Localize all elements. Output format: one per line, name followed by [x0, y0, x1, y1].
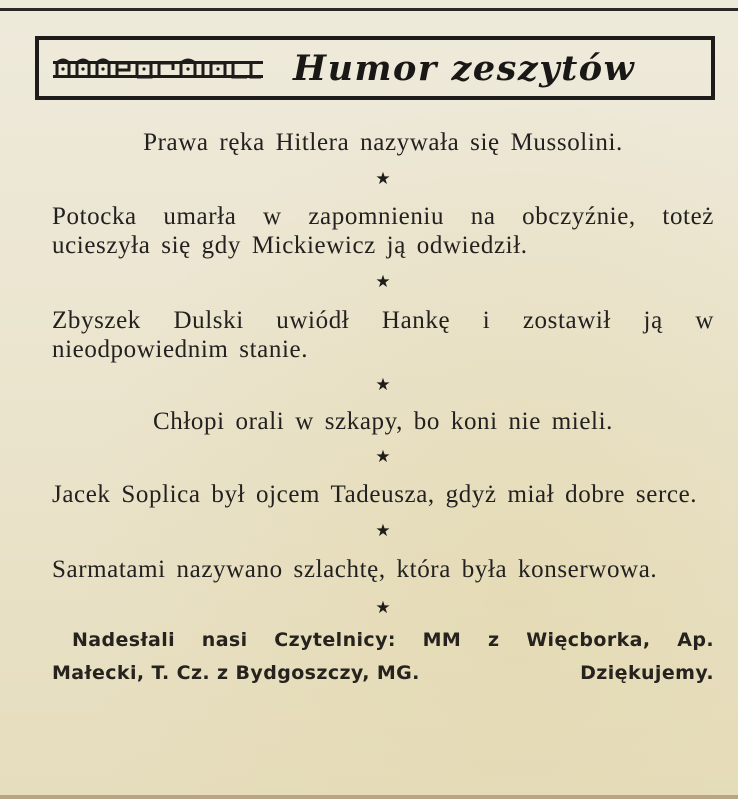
column-body	[52, 128, 714, 690]
credits-line: Nadesłali nasi Czytelnicy: MM z Więcborka, Ap.	[72, 629, 714, 651]
star-separator-icon: ★	[375, 598, 391, 617]
column-title: Humor zeszytów	[293, 47, 636, 89]
star-separator-icon: ★	[375, 169, 391, 188]
top-rule	[0, 8, 738, 11]
joke-entry: Zbyszek Dulski uwiódł Hankę i zostawił ją w nieodpowiednim stanie.	[52, 307, 714, 363]
joke-entry: Jacek Soplica był ojcem Tadeusza, gdyż miał dobre serce.	[52, 481, 698, 508]
joke-entry: Sarmatami nazywano szlachtę, która była konserwowa.	[52, 556, 658, 583]
ornamental-lettering-icon	[53, 53, 263, 83]
star-separator-icon: ★	[375, 272, 391, 291]
star-separator-icon: ★	[375, 521, 391, 540]
star-separator-icon: ★	[375, 375, 391, 394]
bottom-edge	[0, 795, 738, 799]
joke-entry: Chłopi orali w szkapy, bo koni nie mieli.	[153, 408, 613, 435]
joke-entry: Prawa ręka Hitlera nazywała się Mussolini.	[143, 129, 623, 156]
joke-entry: Potocka umarła w zapomnieniu na obczyźnie, toteż ucieszyła się gdy Mickiewicz ją odwiedził.	[52, 203, 714, 259]
star-separator-icon: ★	[375, 447, 391, 466]
thanks-note: Dziękujemy.	[580, 662, 714, 684]
credits-names: Małecki, T. Cz. z Bydgoszczy, MG.	[52, 662, 420, 684]
credits-line	[52, 657, 714, 690]
column-header	[35, 36, 715, 100]
